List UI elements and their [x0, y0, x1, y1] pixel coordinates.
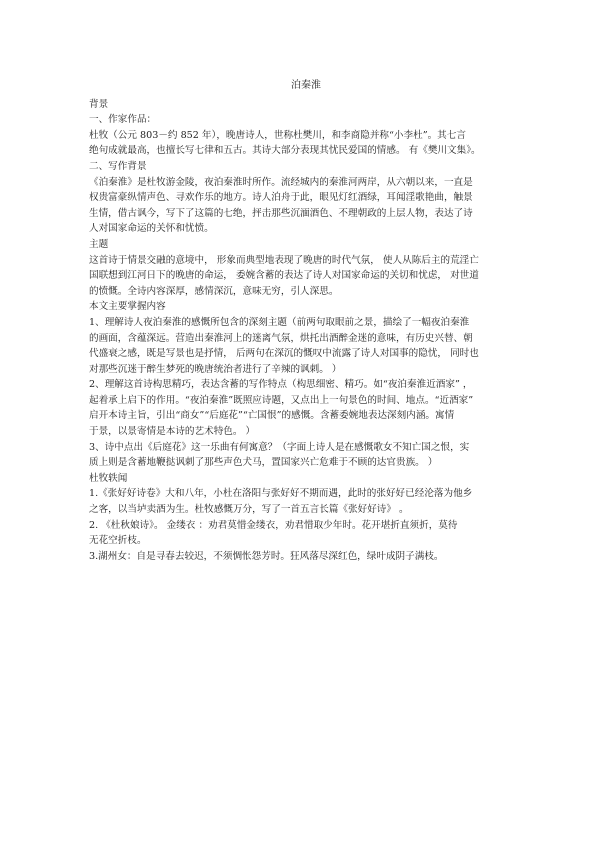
- text-line: 主题: [89, 238, 109, 250]
- text-line: 生情，借古讽今，写下了这篇的七绝，抨击那些沉湎酒色、不理朝政的上层人物，表达了诗: [89, 207, 473, 219]
- text-line: 3.湖州女：自是寻春去较迟，不须惆怅怨芳时。狂风落尽深红色，绿叶成阴子满枝。: [89, 550, 444, 562]
- text-line: 的画面，含蕴深远。营造出秦淮河上的迷离气氛，烘托出酒醉金迷的意味，有历史兴替、朝: [89, 332, 473, 344]
- text-line: 杜牧轶闻: [89, 472, 128, 484]
- text-line: 一、作家作品：: [89, 114, 157, 126]
- text-line: 杜牧（公元 803－约 852 年），晚唐诗人，世称杜樊川，和李商隐并称“小李杜”。其七言: [89, 129, 466, 141]
- text-line: 起着承上启下的作用。“夜泊秦淮”既照应诗题，又点出上一句景色的时间、地点。“近酒家”: [89, 394, 474, 406]
- text-line: 权贵富豪纵情声色、寻欢作乐的地方。诗人泊舟于此，眼见灯红酒绿，耳闻淫歌艳曲，触景: [89, 192, 473, 204]
- text-line: 对那些沉迷于醉生梦死的晚唐统治者进行了辛辣的讽刺。 ）: [89, 363, 342, 375]
- text-line: 国联想到江河日下的晚唐的命运， 委婉含蓄的表达了诗人对国家命运的关切和忧虑， 对世道: [89, 270, 479, 282]
- text-line: 1、理解诗人夜泊秦淮的感慨所包含的深刻主题（前两句取眼前之景，描绘了一幅夜泊秦淮: [89, 316, 470, 328]
- document-title: 泊秦淮: [291, 80, 321, 91]
- text-line: 代盛衰之感，既是写景也是抒情， 后两句在深沉的慨叹中流露了诗人对国事的隐忧， 同时也: [89, 348, 479, 360]
- text-line: 启开本诗主旨，引出“商女”“后庭花”“亡国恨”的感慨。含蓄委婉地表达深刻内涵。寓情: [89, 410, 455, 422]
- text-line: 人对国家命运的关怀和忧愤。: [89, 223, 214, 235]
- text-line: 于景，以景寄情是本诗的艺术特色。 ）: [89, 426, 256, 438]
- text-line: 2、理解这首诗构思精巧，表达含蓄的写作特点（构思细密、精巧。如“夜泊秦淮近酒家” ，: [89, 379, 473, 391]
- text-line: 背景: [89, 98, 109, 110]
- text-line: 这首诗于情景交融的意境中， 形象而典型地表现了晚唐的时代气氛， 使人从陈后主的荒淫亡: [89, 254, 479, 266]
- text-line: 2. 《杜秋娘诗》。 金缕衣 ：劝君莫惜金缕衣，劝君惜取少年时。花开堪折直须折，莫待: [89, 519, 458, 531]
- text-line: 3、诗中点出《后庭花》这一乐曲有何寓意？（字面上诗人是在感慨歌女不知亡国之恨，实: [89, 441, 470, 453]
- text-line: 的愤慨。全诗内容深厚，感情深沉，意味无穷，引人深思。: [89, 285, 339, 297]
- text-line: 绝句成就最高，也擅长写七律和五古。其诗大部分表现其忧民爱国的情感。 有《樊川文集》。: [89, 145, 481, 157]
- text-line: 无花空折枝。: [89, 535, 147, 547]
- text-line: 本文主要掌握内容: [89, 301, 166, 313]
- text-line: 二、写作背景: [89, 160, 147, 172]
- text-line: 之客，以当垆卖酒为生。杜牧感慨万分，写了一首五言长篇《张好好诗》 。: [89, 504, 409, 516]
- text-lines: [89, 97, 523, 565]
- text-line: 1.《张好好诗卷》大和八年，小杜在洛阳与张好好不期而遇，此时的张好好已经沦落为他乡: [89, 488, 473, 500]
- text-line: 质上则是含蓄地鞭挞讽刺了那些声色犬马，置国家兴亡危难于不顾的达官贵族。 ）: [89, 457, 438, 469]
- text-line: 《泊秦淮》是杜牧游金陵，夜泊秦淮时所作。流经城内的秦淮河两岸，从六朝以来，一直是: [89, 176, 473, 188]
- document-body: [89, 78, 523, 564]
